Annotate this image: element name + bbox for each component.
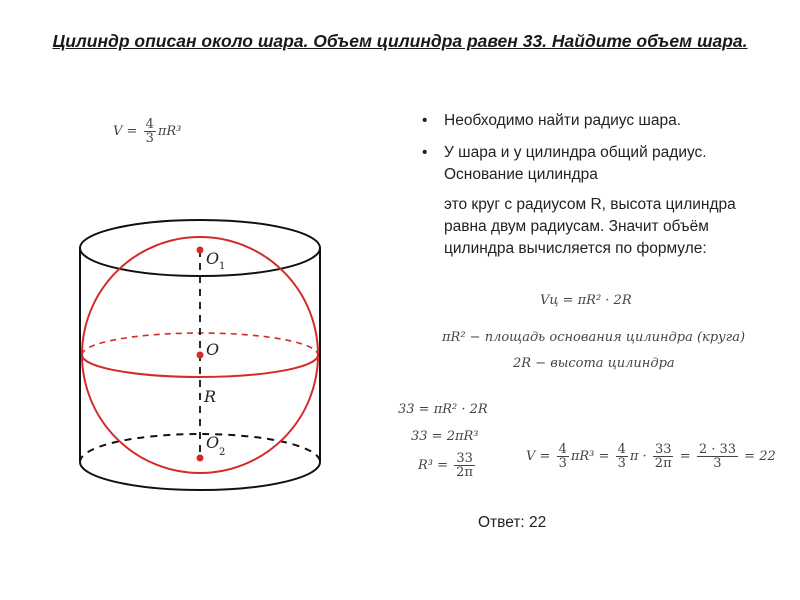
label-o2-sub: 2 — [219, 447, 226, 458]
label-o1: O — [206, 249, 220, 268]
cylinder-bottom-front — [80, 462, 320, 490]
sphere-volume-formula: V = $\frac{4}{3}$ πR³ — [113, 117, 182, 146]
base-area-note: πR² − площадь основания цилиндра (круга) — [442, 330, 746, 345]
bullet-item: • У шара и у цилиндра общий радиус. Основание цилиндра — [422, 144, 707, 183]
answer: Ответ: 22 — [478, 514, 547, 531]
final-calculation: V = $\frac{4}{3}$ πR³ = $\frac{4}{3}$ π · $\frac{33}{2\pi}$ = $\frac{2 \cdot 33}{3}$ = 22 — [526, 442, 776, 471]
label-o1-sub: 1 — [219, 261, 226, 272]
label-r: R — [204, 387, 217, 406]
problem-title: Цилиндр описан около шара. Объем цилиндра равен 33. Найдите объем шара. — [52, 31, 748, 51]
label-o: O — [206, 340, 220, 359]
point-o2 — [197, 455, 204, 462]
bullet-continuation: это круг с радиусом R, высота цилиндра равна двум радиусам. Значит объём цилиндра вычисляется по формуле: — [444, 196, 736, 257]
equation-3: R³ = $\frac{33}{2\pi}$ — [418, 451, 473, 480]
point-o1 — [197, 247, 204, 254]
bullet-item: • Необходимо найти радиус шара. — [422, 112, 682, 129]
solution-text — [422, 110, 762, 260]
equation-1: 33 = πR² · 2R — [398, 402, 488, 417]
point-o — [197, 352, 204, 359]
height-note: 2R − высота цилиндра — [513, 356, 675, 371]
cylinder-volume-formula: Vц = πR² · 2R — [540, 293, 632, 308]
equation-2: 33 = 2πR³ — [411, 429, 479, 444]
label-o2: O — [206, 433, 220, 452]
